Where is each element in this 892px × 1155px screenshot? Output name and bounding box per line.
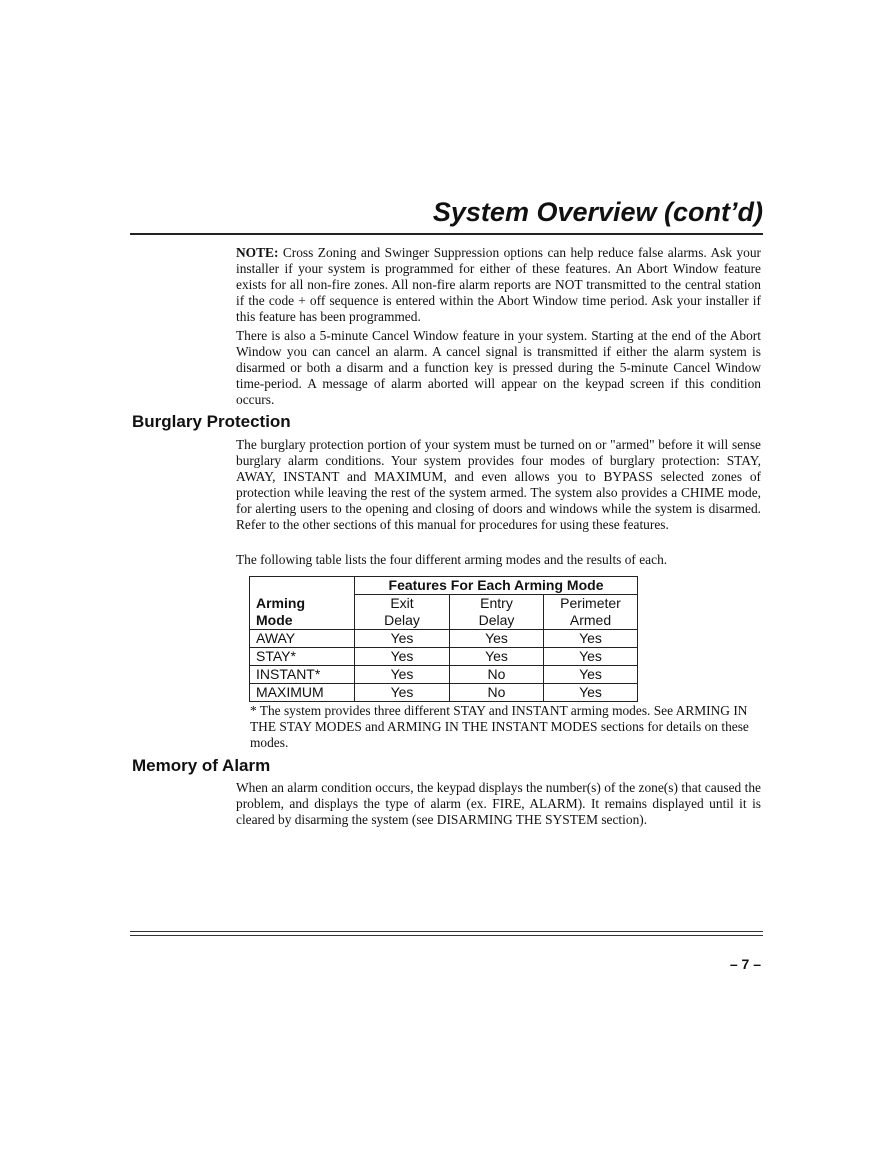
burglary-protection-paragraph: The burglary protection portion of your system must be turned on or "armed" before it will sense burglary alarm conditions. Your system provides four modes of burglary protection: STAY, AWAY, INSTANT and MAXIMUM, and even allows you to BYPASS selected zones of protection while leaving the rest of the system armed. The system also provides a CHIME mode, for alerting users to the opening and closing of doors and windows while the system is disarmed. Refer to the other sections of this manual for procedures for using these features. — [236, 437, 761, 532]
table-row — [250, 666, 638, 684]
table-row — [250, 648, 638, 666]
perimeter-armed-header — [544, 595, 638, 630]
exit-delay-cell: Yes — [355, 648, 450, 666]
arming-mode-header — [250, 577, 355, 630]
page-title: System Overview (cont’d) — [432, 197, 763, 227]
note-text: Cross Zoning and Swinger Suppression options can help reduce false alarms. Ask your installer if your system is programmed for either of these features. An Abort Window feature exists for all non-fire zones. All non-fire alarm reports are NOT transmitted to the central station if the code + off sequence is entered within the Abort Window time period. Ask your installer if this feature has been programmed. — [236, 245, 761, 324]
perimeter-armed-cell: Yes — [544, 666, 638, 684]
arming-modes-table — [249, 576, 638, 702]
table-row — [250, 684, 638, 702]
arming-mode-header-line2: Mode — [256, 612, 293, 628]
mode-cell: INSTANT* — [250, 666, 355, 684]
exit-delay-cell: Yes — [355, 684, 450, 702]
page-number: – 7 – — [729, 956, 761, 972]
note-label: NOTE: — [236, 245, 279, 260]
header-rule — [130, 233, 763, 235]
entry-delay-cell: No — [450, 684, 544, 702]
perimeter-armed-header-line1: Perimeter — [560, 595, 621, 611]
entry-delay-header — [450, 595, 544, 630]
entry-delay-header-line1: Entry — [480, 595, 513, 611]
memory-of-alarm-paragraph: When an alarm condition occurs, the keypad displays the number(s) of the zone(s) that caused the problem, and displays the type of alarm (ex. FIRE, ALARM). It remains displayed until it is cleared by disarming the system (see DISARMING THE SYSTEM section). — [236, 780, 761, 827]
exit-delay-header — [355, 595, 450, 630]
perimeter-armed-cell: Yes — [544, 630, 638, 648]
burglary-protection-heading: Burglary Protection — [132, 412, 291, 431]
table-row — [250, 630, 638, 648]
cancel-window-paragraph: There is also a 5-minute Cancel Window feature in your system. Starting at the end of the Abort Window you can cancel an alarm. A cancel signal is transmitted if either the alarm system is disarmed or both a disarm and a function key is pressed during the 5-minute Cancel Window time-period. A message of alarm aborted will appear on the keypad screen if this condition occurs. — [236, 328, 761, 407]
perimeter-armed-header-line2: Armed — [569, 612, 612, 628]
note-paragraph — [236, 245, 761, 325]
mode-cell: AWAY — [250, 630, 355, 648]
entry-delay-cell: Yes — [450, 630, 544, 648]
table-intro-text: The following table lists the four different arming modes and the results of each. — [236, 552, 668, 567]
table-footnote: * The system provides three different STAY and INSTANT arming modes. See ARMING IN THE STAY MODES and ARMING IN THE INSTANT MODES sections for details on these modes. — [250, 703, 749, 750]
exit-delay-cell: Yes — [355, 630, 450, 648]
exit-delay-cell: Yes — [355, 666, 450, 684]
features-group-header: Features For Each Arming Mode — [355, 577, 638, 595]
mode-cell: STAY* — [250, 648, 355, 666]
mode-cell: MAXIMUM — [250, 684, 355, 702]
entry-delay-cell: No — [450, 666, 544, 684]
entry-delay-header-line2: Delay — [478, 612, 515, 628]
entry-delay-cell: Yes — [450, 648, 544, 666]
memory-of-alarm-heading: Memory of Alarm — [132, 756, 271, 775]
perimeter-armed-cell: Yes — [544, 648, 638, 666]
exit-delay-header-line1: Exit — [390, 595, 414, 611]
perimeter-armed-cell: Yes — [544, 684, 638, 702]
arming-mode-header-line1: Arming — [256, 595, 305, 611]
footer-rule — [130, 931, 763, 936]
exit-delay-header-line2: Delay — [384, 612, 420, 628]
